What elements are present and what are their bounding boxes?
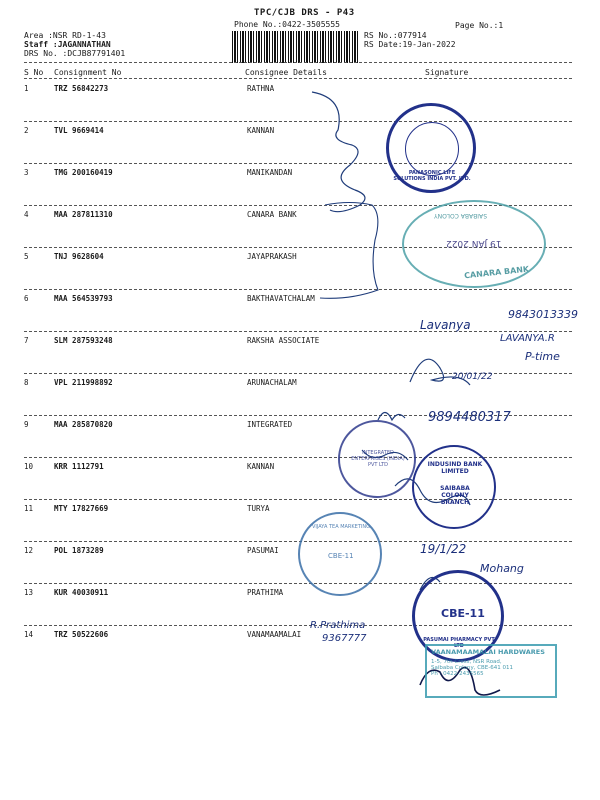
row-consignee-name: JAYAPRAKASH — [247, 252, 297, 261]
row11-date: 19/1/22 — [420, 542, 467, 556]
row-consignee-name: RATHNA — [247, 84, 275, 93]
row-sno: 13 — [24, 588, 34, 597]
row-consignment-no: KRR 1112791 — [54, 462, 104, 471]
row-sno: 8 — [24, 378, 29, 387]
turya-stamp-text: VIJAYA TEA MARKETING — [311, 524, 370, 530]
canara-bank-stamp — [402, 200, 546, 288]
row7-date: 20/01/22 — [452, 372, 493, 382]
row13-phone: 9367777 — [322, 633, 367, 644]
panasonic-stamp-text: PANASONIC LIFE SOLUTIONS INDIA PVT. LTD. — [393, 170, 471, 182]
canara-branch-text: SAIBABA COLONY — [434, 212, 488, 219]
staff-label: Staff :JAGANNATHAN — [24, 40, 111, 49]
row-sno: 4 — [24, 210, 29, 219]
row-consignment-no: POL 1873289 — [54, 546, 104, 555]
row-consignee-name: PRATHIMA — [247, 588, 284, 597]
prathima-signature: R.Prathima — [310, 620, 366, 631]
rs-number: RS No.:077914 — [364, 31, 427, 40]
pasumai-inner-text: CBE-11 — [441, 607, 485, 620]
row-consignee-name: PASUMAI — [247, 546, 279, 555]
row-consignee-name: CANARA BANK — [247, 210, 297, 219]
row-sno: 11 — [24, 504, 34, 513]
row-consignee-name: TURYA — [247, 504, 270, 513]
row-consignment-no: MTY 17827669 — [54, 504, 109, 513]
lavanya-phone: 9843013339 — [508, 308, 578, 321]
col-signature: Signature — [425, 68, 469, 77]
row-consignee-name: BAKTHAVATCHALAM — [247, 294, 315, 303]
indusind-bank-stamp — [412, 445, 496, 529]
row-sno: 1 — [24, 84, 29, 93]
row-consignee-name: INTEGRATED — [247, 420, 293, 429]
area-label: Area :NSR RD-1-43 — [24, 31, 106, 40]
row-consignment-no: TRZ 56842273 — [54, 84, 109, 93]
phone-number: Phone No.:0422-3505555 — [234, 20, 340, 29]
row8-phone: 9894480317 — [428, 410, 511, 425]
row-sno: 7 — [24, 336, 29, 345]
row-sno: 10 — [24, 462, 34, 471]
row-consignee-name: KANNAN — [247, 126, 275, 135]
row-consignment-no: TMG 200160419 — [54, 168, 113, 177]
row-consignment-no: MAA 285870820 — [54, 420, 113, 429]
row-consignee-name: RAKSHA ASSOCIATE — [247, 336, 320, 345]
vanamamalai-stamp — [425, 644, 557, 698]
row-consignment-no: MAA 287811310 — [54, 210, 113, 219]
row-consignee-name: MANIKANDAN — [247, 168, 293, 177]
col-consignment: Consignment No — [54, 68, 122, 77]
vanamamalai-phone: Ph : 0422-2435565 — [431, 671, 484, 677]
integrated-stamp — [338, 420, 416, 498]
lavanya-name: LAVANYA.R — [500, 333, 555, 344]
col-consignee: Consignee Details — [245, 68, 327, 77]
indusind-branch-text: SAIBABA COLONY BRANCH — [440, 485, 470, 506]
row-consignee-name: KANNAN — [247, 462, 275, 471]
row-consignment-no: SLM 287593248 — [54, 336, 113, 345]
row-sno: 2 — [24, 126, 29, 135]
row-consignment-no: TVL 9669414 — [54, 126, 104, 135]
lavanya-signature: Lavanya — [420, 318, 471, 332]
turya-inner-text: CBE-11 — [328, 552, 354, 560]
canara-name-text: CANARA BANK — [463, 264, 530, 281]
vanamamalai-name: VAANAMAAMALAI HARDWARES — [431, 648, 545, 656]
canara-date-text: 19 JAN 2022 — [446, 238, 502, 248]
row-consignment-no: MAA 564539793 — [54, 294, 113, 303]
drs-title: TPC/CJB DRS - P43 — [254, 8, 355, 18]
vanamamalai-addr1: 1-5, 7th Cross, NSR Road, — [431, 659, 502, 665]
row-consignment-no: TNJ 9628604 — [54, 252, 104, 261]
row-sno: 12 — [24, 546, 34, 555]
row-sno: 5 — [24, 252, 29, 261]
row-consignee-name: ARUNACHALAM — [247, 378, 297, 387]
page-number: Page No.:1 — [455, 21, 504, 30]
pasumai-stamp-text: PASUMAI PHARMACY PVT LTD — [423, 637, 495, 649]
integrated-stamp-text: INTEGRATED ENTERPRISES (INDIA) PVT LTD — [351, 450, 405, 468]
lavanya-note: P-time — [525, 350, 560, 363]
rs-date: RS Date:19-Jan-2022 — [364, 40, 456, 49]
col-sno: S No — [24, 68, 44, 77]
turya-stamp — [298, 512, 382, 596]
panasonic-stamp — [386, 103, 476, 193]
indusind-stamp-text: INDUSIND BANK LIMITED — [427, 461, 483, 475]
row-sno: 3 — [24, 168, 29, 177]
row-consignment-no: KUR 40030911 — [54, 588, 109, 597]
row-sno: 14 — [24, 630, 34, 639]
vanamamalai-addr2: Saibaba Colony, CBE-641 011 — [431, 665, 514, 671]
row-consignment-no: VPL 211998892 — [54, 378, 113, 387]
row-consignee-name: VANAMAAMALAI — [247, 630, 302, 639]
mohang-signature: Mohang — [480, 562, 524, 575]
drs-number: DRS No. :DCJB87791401 — [24, 49, 126, 58]
row-sno: 6 — [24, 294, 29, 303]
row-consignment-no: TRZ 50522606 — [54, 630, 109, 639]
row-sno: 9 — [24, 420, 29, 429]
